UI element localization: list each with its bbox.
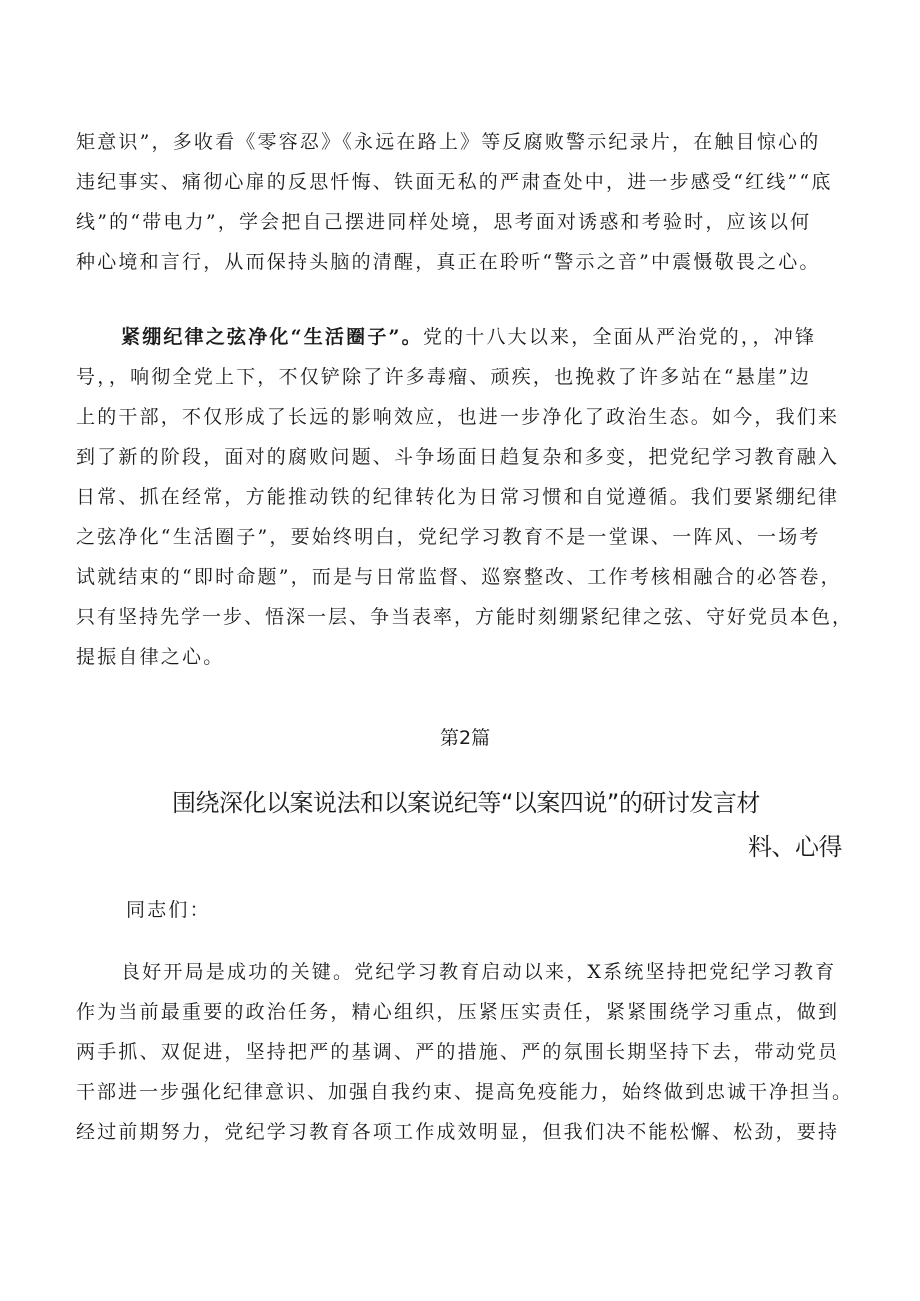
paragraph1-line: 种心境和言行，从而保持头脑的清醒，真正在聆听“警示之音”中震慑敬畏之心。 <box>76 251 821 273</box>
paragraph2-line: 提振自律之心。 <box>76 646 225 668</box>
section-title-line: 料、心得 <box>748 833 842 861</box>
salutation: 同志们： <box>126 899 211 921</box>
paragraph3-line: 干部进一步强化纪律意识、加强自我约束、提高免疫能力，始终做到忠诚干净担当。 <box>76 1081 854 1103</box>
paragraph2-line: 试就结束的“即时命题”，而是与日常监督、巡察整改、工作考核相融合的必答卷， <box>76 566 842 588</box>
paragraph2-line: 到了新的阶段，面对的腐败问题、斗争场面日趋复杂和多变，把党纪学习教育融入 <box>76 446 840 468</box>
paragraph2-lead: 紧绷纪律之弦净化“生活圈子”。 <box>121 326 423 348</box>
section-title-line: 围绕深化以案说法和以案说纪等“以案四说”的研讨发言材 <box>172 789 760 817</box>
paragraph1-line: 矩意识”，多收看《零容忍》《永远在路上》等反腐败警示纪录片，在触目惊心的 <box>76 131 821 153</box>
paragraph2-line: 号，，响彻全党上下，不仅铲除了许多毒瘤、顽疾，也挽救了许多站在“悬崖”边 <box>76 366 812 388</box>
paragraph3-line: 两手抓、双促进，坚持把严的基调、严的措施、严的氛围长期坚持下去，带动党员 <box>76 1041 840 1063</box>
paragraph2-first-line <box>121 323 816 351</box>
paragraph2-line: 只有坚持先学一步、悟深一层、争当表率，方能时刻绷紧纪律之弦、守好党员本色， <box>76 606 854 628</box>
section-label: 第2篇 <box>440 727 491 749</box>
paragraph3-line: 作为当前最重要的政治任务，精心组织，压紧压实责任，紧紧围绕学习重点，做到 <box>76 1001 840 1023</box>
paragraph2-line: 日常、抓在经常，方能推动铁的纪律转化为日常习惯和自觉遵循。我们要紧绷纪律 <box>76 486 840 508</box>
paragraph1-line: 线”的“带电力”，学会把自己摆进同样处境，思考面对诱惑和考验时，应该以何 <box>76 211 812 233</box>
paragraph3-line: 经过前期努力，党纪学习教育各项工作成效明显，但我们决不能松懈、松劲，要持 <box>76 1121 840 1143</box>
paragraph2-line: 之弦净化“生活圈子”，要始终明白，党纪学习教育不是一堂课、一阵风、一场考 <box>76 526 821 548</box>
paragraph2-line: 上的干部，不仅形成了长远的影响效应，也进一步净化了政治生态。如今，我们来 <box>76 406 840 428</box>
paragraph1-line: 违纪事实、痛彻心扉的反思忏悔、铁面无私的严肃查处中，进一步感受“红线”“底 <box>76 171 833 193</box>
paragraph2-line: 党的十八大以来，全面从严治党的，，冲锋 <box>422 326 817 348</box>
paragraph3-line: 良好开局是成功的关键。党纪学习教育启动以来，X系统坚持把党纪学习教育 <box>121 961 837 983</box>
